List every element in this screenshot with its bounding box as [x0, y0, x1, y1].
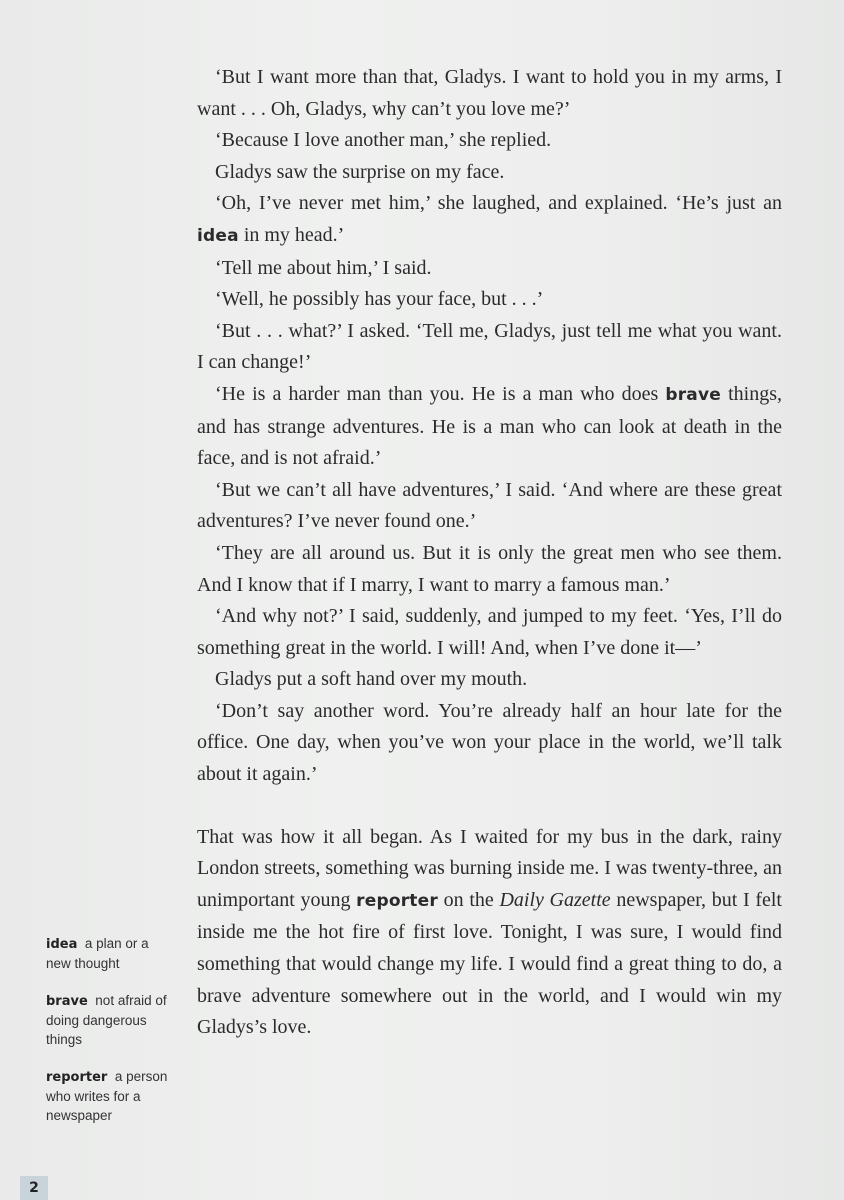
- glossary-highlight-word: idea: [197, 225, 239, 246]
- text-run: ‘Oh, I’ve never met him,’ she laughed, and explained. ‘He’s just an: [215, 192, 782, 215]
- paragraph: [197, 601, 782, 664]
- page-number: 2: [20, 1176, 48, 1200]
- paragraph: [197, 125, 782, 157]
- italic-text: Daily Gazette: [499, 888, 611, 911]
- glossary-entry: [46, 991, 176, 1049]
- paragraph: [197, 664, 782, 696]
- paragraph: [197, 284, 782, 316]
- text-run: newspaper, but I felt inside me the hot fire of first love. Tonight, I was sure, I would find something that would change my life. I would find a great thing to do, a brave adventure somewhere out in the world, and I would win my Gladys’s love.: [197, 888, 782, 1039]
- glossary-highlight-word: brave: [665, 384, 721, 405]
- text-run: ‘Because I love another man,’ she replied.: [215, 129, 552, 152]
- text-run: ‘He is a harder man than you. He is a man who does: [215, 382, 666, 405]
- paragraph: [197, 316, 782, 379]
- text-run: That was how it all began. As I waited for my bus in the dark, rainy London streets, something was burning inside me. I was twenty-three, an unimportant young: [197, 825, 782, 911]
- paragraph: [197, 188, 782, 252]
- text-run: ‘Well, he possibly has your face, but . . .’: [215, 288, 544, 311]
- glossary-entry: [46, 1067, 176, 1125]
- paragraph: [197, 538, 782, 601]
- glossary-highlight-word: reporter: [356, 890, 438, 911]
- glossary-definition: a plan or a new thought: [46, 936, 149, 971]
- glossary-definition: not afraid of doing dangerous things: [46, 993, 167, 1047]
- text-run: Gladys saw the surprise on my face.: [215, 160, 505, 183]
- glossary-definition: a person who writes for a newspaper: [46, 1069, 168, 1123]
- paragraph: [197, 822, 782, 1044]
- story-text: [197, 62, 782, 1044]
- text-run: Gladys put a soft hand over my mouth.: [215, 668, 528, 691]
- text-run: in my head.’: [238, 223, 345, 246]
- paragraph: [197, 157, 782, 189]
- text-run: ‘Tell me about him,’ I said.: [215, 256, 432, 279]
- glossary-sidebar: [46, 934, 176, 1143]
- glossary-term: reporter: [46, 1070, 108, 1085]
- text-run: ‘But . . . what?’ I asked. ‘Tell me, Gladys, just tell me what you want. I can change!’: [197, 319, 782, 374]
- text-run: ‘But I want more than that, Gladys. I want to hold you in my arms, I want . . . Oh, Gladys, why can’t you love me?’: [197, 66, 782, 120]
- text-run: ‘And why not?’ I said, suddenly, and jumped to my feet. ‘Yes, I’ll do something great in the world. I will! And, when I’ve done it—’: [197, 605, 782, 659]
- glossary-entry: [46, 934, 176, 973]
- text-run: ‘Don’t say another word. You’re already half an hour late for the office. One day, when you’ve won your place in the world, we’ll talk about it again.’: [197, 699, 782, 786]
- paragraph: [197, 475, 782, 538]
- paragraph: [197, 62, 782, 125]
- paragraph: [197, 253, 782, 285]
- paragraph: [197, 696, 782, 791]
- text-run: on the: [437, 888, 500, 911]
- glossary-term: brave: [46, 994, 88, 1009]
- text-run: ‘But we can’t all have adventures,’ I said. ‘And where are these great adventures? I’ve never found one.’: [197, 478, 782, 533]
- glossary-term: idea: [46, 937, 78, 952]
- paragraph: [197, 379, 782, 475]
- text-run: ‘They are all around us. But it is only the great men who see them. And I know that if I marry, I want to marry a famous man.’: [197, 541, 782, 596]
- paragraph-list: [197, 62, 782, 1044]
- text-run: things, and has strange adventures. He is a man who can look at death in the face, and is not afraid.’: [197, 382, 782, 470]
